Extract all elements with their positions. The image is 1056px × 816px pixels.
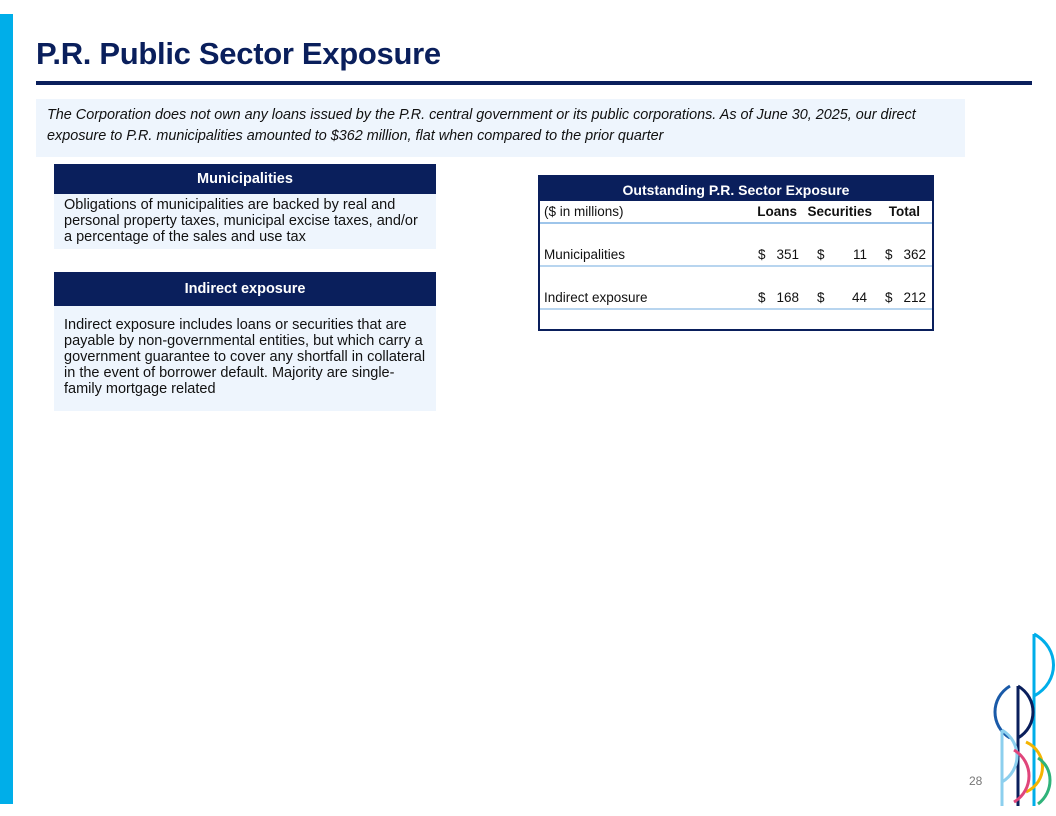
table-row-indirect-exposure bbox=[540, 288, 932, 310]
securities-value: 44 bbox=[851, 290, 867, 305]
column-header-total: Total bbox=[888, 204, 920, 219]
page-title: P.R. Public Sector Exposure bbox=[36, 36, 441, 71]
currency-symbol: $ bbox=[885, 247, 893, 262]
column-header-loans: Loans bbox=[757, 204, 797, 219]
brand-logo-icon bbox=[990, 632, 1056, 808]
exposure-table-title: Outstanding P.R. Sector Exposure bbox=[540, 177, 932, 201]
currency-symbol: $ bbox=[885, 290, 893, 305]
currency-symbol: $ bbox=[817, 290, 825, 305]
total-value: 362 bbox=[903, 247, 926, 262]
column-header-securities: Securities bbox=[807, 204, 872, 219]
left-accent-bar bbox=[0, 14, 13, 804]
units-label: ($ in millions) bbox=[544, 204, 624, 219]
table-header-row bbox=[540, 202, 932, 224]
exposure-table bbox=[538, 175, 934, 331]
indirect-exposure-description: Indirect exposure includes loans or securities that are payable by non-governmental entities, but which carry a government guarantee to cover any shortfall in collateral in the event of borrower default. Majority are single-family mortgage related bbox=[54, 306, 436, 411]
title-divider bbox=[36, 81, 1032, 85]
municipalities-heading: Municipalities bbox=[54, 164, 436, 194]
loans-value: 168 bbox=[776, 290, 799, 305]
loans-value: 351 bbox=[776, 247, 799, 262]
indirect-exposure-heading: Indirect exposure bbox=[54, 272, 436, 306]
row-label: Municipalities bbox=[544, 247, 626, 262]
total-value: 212 bbox=[903, 290, 926, 305]
page-number: 28 bbox=[969, 774, 983, 788]
currency-symbol: $ bbox=[758, 290, 766, 305]
currency-symbol: $ bbox=[817, 247, 825, 262]
intro-summary: The Corporation does not own any loans issued by the P.R. central government or its public corporations. As of June 30, 2025, our direct exposure to P.R. municipalities amounted to $362 million, flat when compared to the prior quarter bbox=[36, 99, 965, 157]
table-row-municipalities bbox=[540, 245, 932, 267]
securities-value: 11 bbox=[852, 247, 867, 262]
currency-symbol: $ bbox=[758, 247, 766, 262]
row-label: Indirect exposure bbox=[544, 290, 648, 305]
municipalities-description: Obligations of municipalities are backed by real and personal property taxes, municipal excise taxes, and/or a percentage of the sales and use tax bbox=[54, 194, 436, 249]
